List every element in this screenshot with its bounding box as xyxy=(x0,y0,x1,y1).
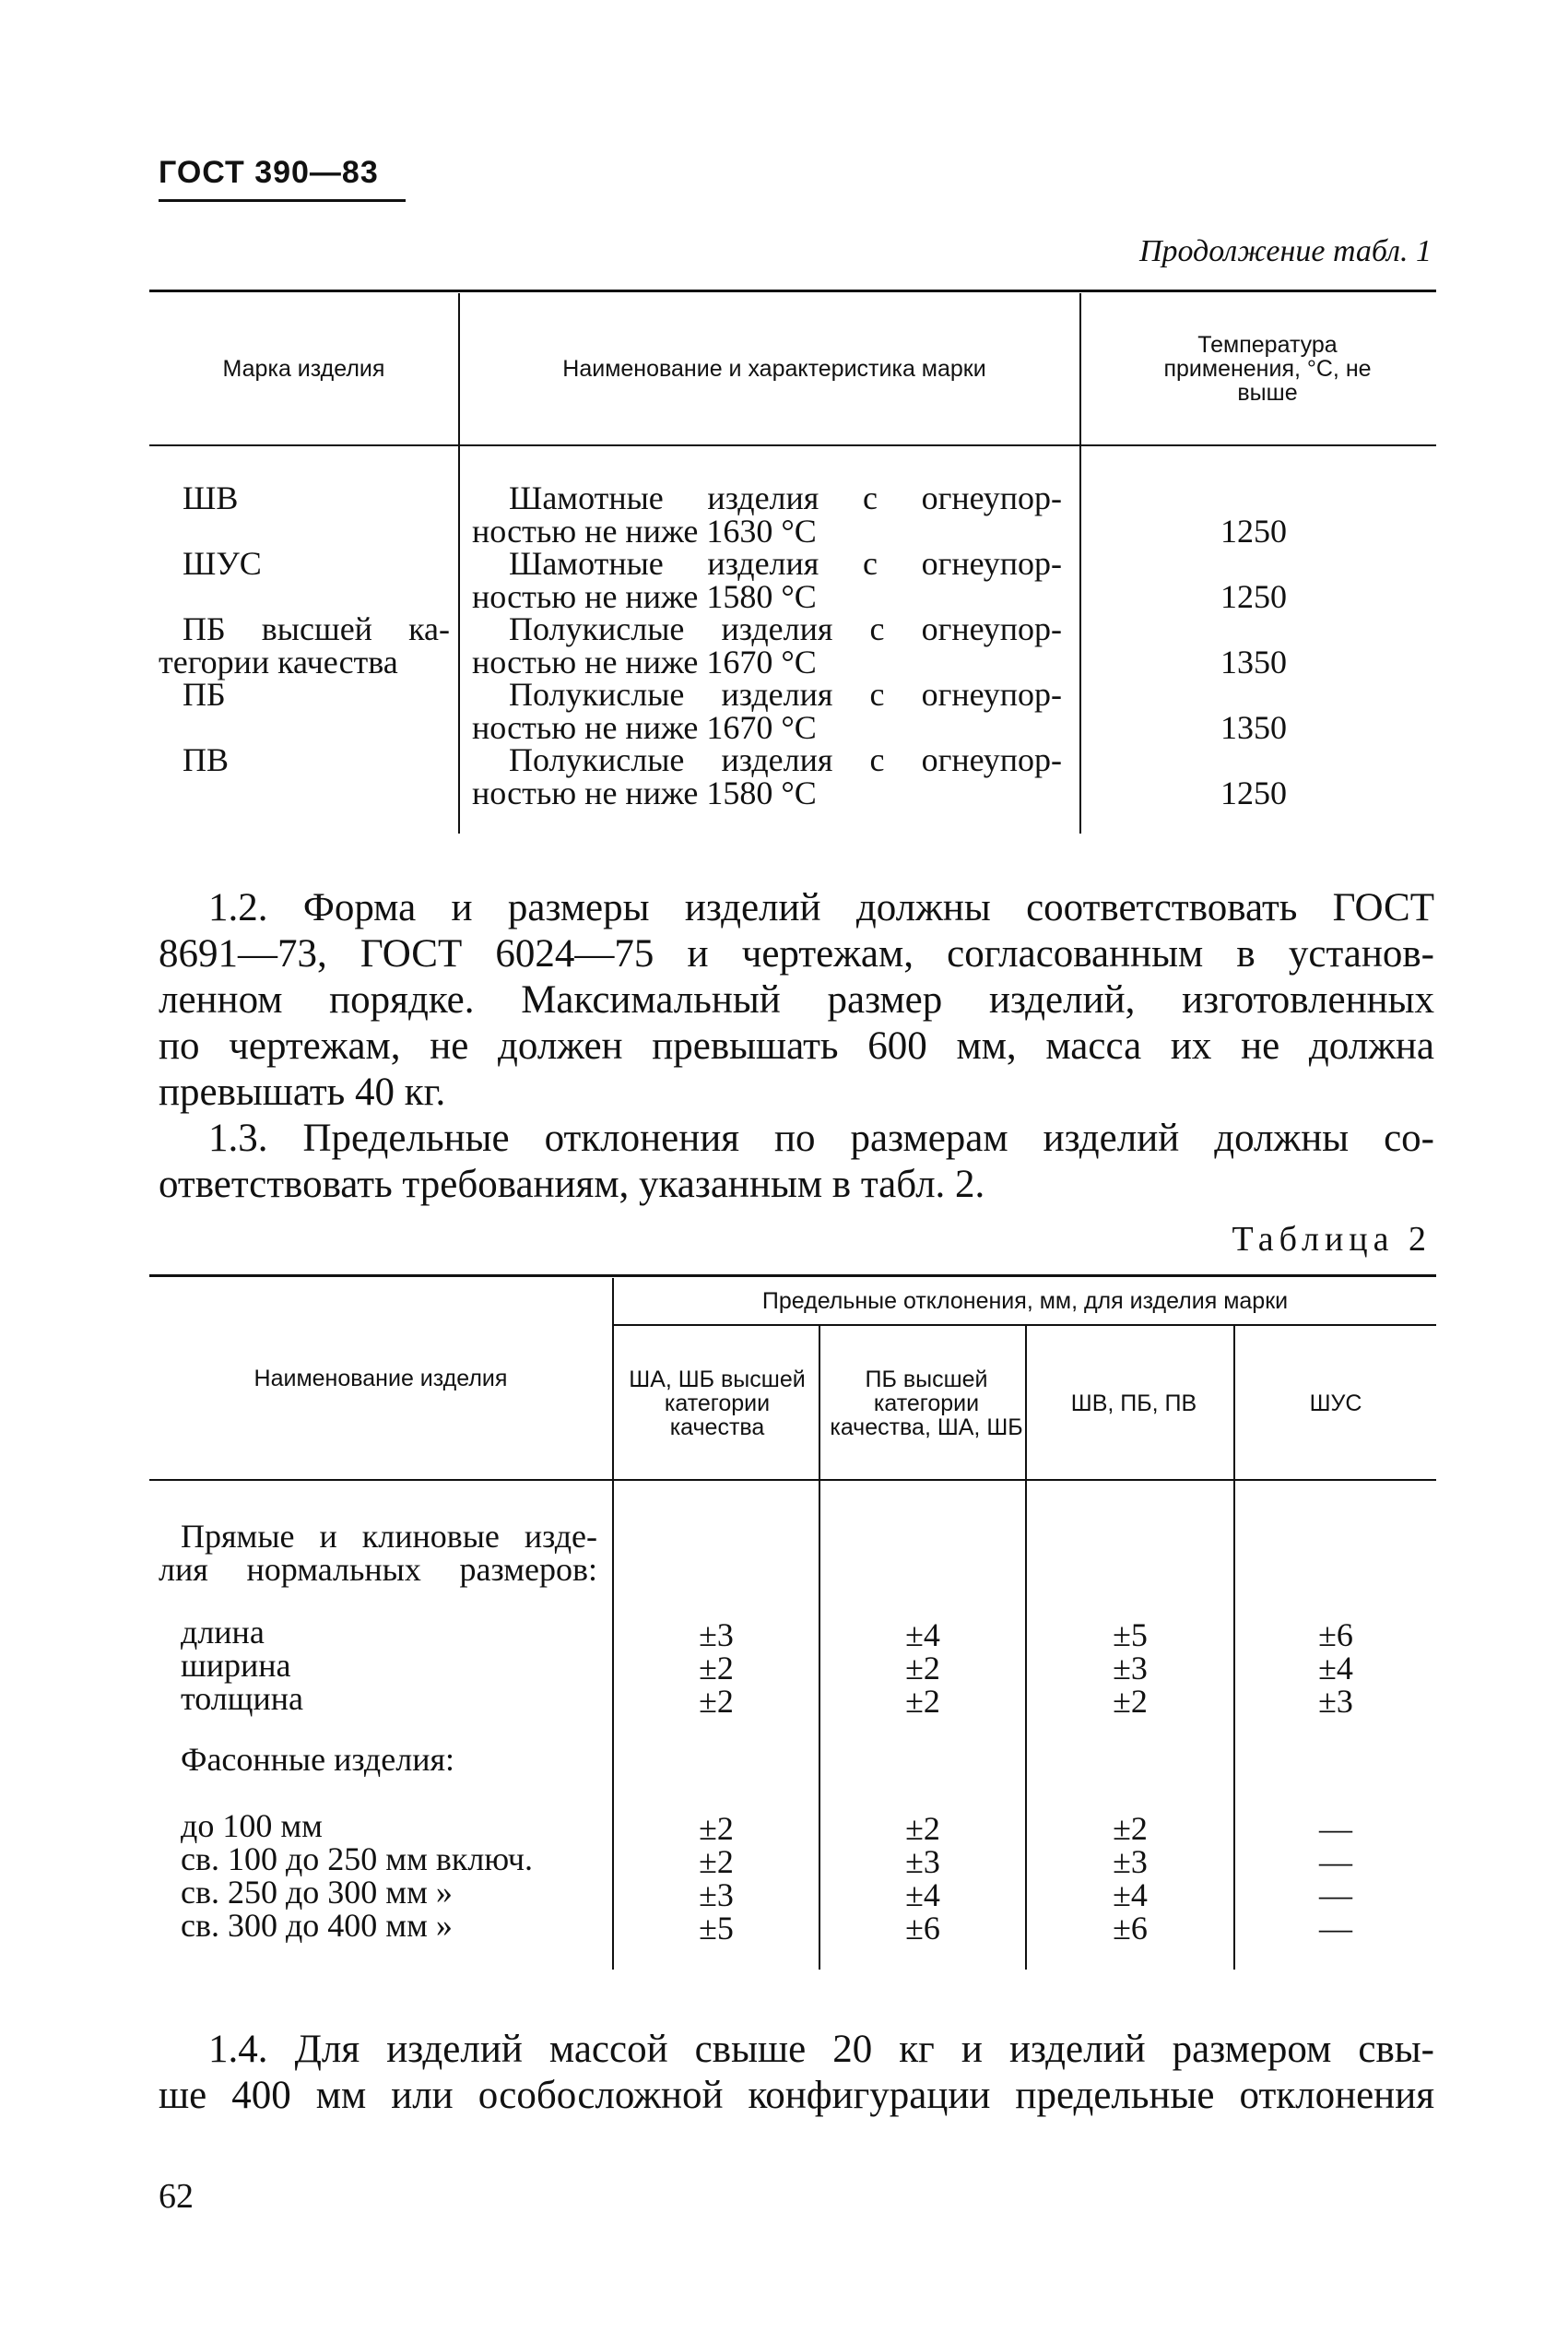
table2-cell: ±3 xyxy=(1113,1650,1148,1686)
table2-cell: ±3 xyxy=(905,1843,940,1880)
paragraph-line: ленном порядке. Максимальный размер изделий, изготовленных xyxy=(159,978,1434,1022)
table2-row-name: ширина xyxy=(181,1647,291,1684)
table1-temp: 1250 xyxy=(1220,775,1287,811)
table2-header-rule xyxy=(149,1479,1436,1481)
paragraph-line: по чертежам, не должен превышать 600 мм, масса их не должна xyxy=(159,1024,1434,1068)
table1-desc-line2: ностью не ниже 1580 °С xyxy=(472,775,817,811)
table2-col-name-header: Наименование изделия xyxy=(253,1365,508,1391)
table1-temp: 1350 xyxy=(1220,644,1287,680)
table1-desc-line2: ностью не ниже 1670 °С xyxy=(472,644,817,680)
table2-row-name: длина xyxy=(181,1614,265,1651)
table1-col-desc-header: Наименование и характеристика марки xyxy=(562,355,986,382)
table1-header-rule xyxy=(149,444,1436,446)
table2-cell: ±4 xyxy=(905,1876,940,1913)
table-continuation-label: Продолжение табл. 1 xyxy=(1138,234,1432,268)
table1-mark: ШВ xyxy=(183,479,239,516)
table2-cell: ±2 xyxy=(1113,1683,1148,1720)
table1-temp: 1350 xyxy=(1220,709,1287,746)
table2-cell: ±5 xyxy=(1113,1616,1148,1653)
table2-section-title-line2: лия нормальных размеров: xyxy=(159,1551,597,1588)
table2-top-rule xyxy=(149,1274,1436,1277)
table1-vline-1 xyxy=(458,293,460,834)
table2-subheader: ША, ШБ высшей категории качества xyxy=(629,1366,806,1441)
table2-cell: — xyxy=(1319,1843,1352,1880)
table2-group-rule xyxy=(612,1324,1436,1326)
table2-cell: — xyxy=(1319,1876,1352,1913)
paragraph-line: превышать 40 кг. xyxy=(159,1071,446,1114)
table1-mark: ШУС xyxy=(183,545,262,582)
table1-top-rule xyxy=(149,290,1436,292)
table2-group-header: Предельные отклонения, мм, для изделия марки xyxy=(761,1287,1289,1314)
table2-row-name: до 100 мм xyxy=(181,1807,323,1844)
table2-section-title: Прямые и клиновые изде- xyxy=(181,1518,597,1555)
table1-desc-line1: Полукислые изделия с огнеупор- xyxy=(509,741,1062,778)
header-underline xyxy=(159,199,406,202)
table2-cell: ±6 xyxy=(1113,1910,1148,1946)
table2-cell: ±2 xyxy=(699,1650,734,1686)
table2-subheader: ШВ, ПБ, ПВ xyxy=(1070,1390,1197,1416)
table2-cell: ±6 xyxy=(905,1910,940,1946)
table2-cell: ±4 xyxy=(905,1616,940,1653)
table2-cell: ±2 xyxy=(699,1843,734,1880)
table2-cell: — xyxy=(1319,1810,1352,1847)
table2-row-name: св. 300 до 400 мм » xyxy=(181,1907,453,1944)
table1-desc-line2: ностью не ниже 1630 °С xyxy=(472,513,817,550)
table2-cell: ±3 xyxy=(1318,1683,1353,1720)
table1-desc-line1: Шамотные изделия с огнеупор- xyxy=(509,545,1062,582)
table2-row-name: св. 250 до 300 мм » xyxy=(181,1874,453,1911)
document-id: ГОСТ 390—83 xyxy=(159,155,379,190)
table2-cell: ±5 xyxy=(699,1910,734,1946)
table2-cell: ±4 xyxy=(1318,1650,1353,1686)
table1-mark: ПВ xyxy=(183,741,230,778)
table1-mark: ПБ xyxy=(183,676,226,713)
paragraph-line: ответствовать требованиям, указанным в табл. 2. xyxy=(159,1163,985,1206)
table1-mark-line2: тегории качества xyxy=(159,644,398,680)
table2-cell: ±2 xyxy=(699,1683,734,1720)
table2-cell: ±3 xyxy=(1113,1843,1148,1880)
table1-desc-line1: Шамотные изделия с огнеупор- xyxy=(509,479,1062,516)
table2-cell: ±3 xyxy=(699,1876,734,1913)
table1-desc-line2: ностью не ниже 1580 °С xyxy=(472,578,817,615)
table2-cell: ±2 xyxy=(905,1650,940,1686)
table2-cell: ±4 xyxy=(1113,1876,1148,1913)
paragraph-line: 1.2. Форма и размеры изделий должны соответствовать ГОСТ xyxy=(208,886,1434,929)
table1-vline-2 xyxy=(1079,293,1081,834)
table2-cell: ±2 xyxy=(905,1810,940,1847)
table1-desc-line1: Полукислые изделия с огнеупор- xyxy=(509,610,1062,647)
page-number: 62 xyxy=(159,2177,194,2216)
table2-cell: ±6 xyxy=(1318,1616,1353,1653)
table2-subheader: ПБ высшей категории качества, ША, ШБ xyxy=(830,1366,1023,1441)
table2-section-title: Фасонные изделия: xyxy=(181,1741,455,1778)
table1-temp: 1250 xyxy=(1220,513,1287,550)
table2-row-name: св. 100 до 250 мм включ. xyxy=(181,1840,533,1877)
paragraph-line: ше 400 мм или особосложной конфигурации предельные отклонения xyxy=(159,2074,1434,2117)
table1-mark: ПБ высшей ка- xyxy=(183,610,450,647)
table2-cell: ±2 xyxy=(1113,1810,1148,1847)
table2-cell: — xyxy=(1319,1910,1352,1946)
table2-row-name: толщина xyxy=(181,1680,303,1717)
table-2-caption: Таблица 2 xyxy=(1232,1220,1432,1259)
paragraph-line: 1.3. Предельные отклонения по размерам изделий должны со- xyxy=(208,1117,1434,1160)
table1-col-temp-header: Температура применения, °C, не выше xyxy=(1163,331,1372,407)
table2-cell: ±3 xyxy=(699,1616,734,1653)
table1-temp: 1250 xyxy=(1220,578,1287,615)
table1-col-mark-header: Марка изделия xyxy=(222,355,385,382)
table1-desc-line1: Полукислые изделия с огнеупор- xyxy=(509,676,1062,713)
table2-cell: ±2 xyxy=(905,1683,940,1720)
paragraph-line: 1.4. Для изделий массой свыше 20 кг и изделий размером свы- xyxy=(208,2028,1434,2071)
table2-subheader: ШУС xyxy=(1309,1390,1362,1416)
table1-desc-line2: ностью не ниже 1670 °С xyxy=(472,709,817,746)
paragraph-line: 8691—73, ГОСТ 6024—75 и чертежам, согласованным в установ- xyxy=(159,932,1434,976)
table2-cell: ±2 xyxy=(699,1810,734,1847)
